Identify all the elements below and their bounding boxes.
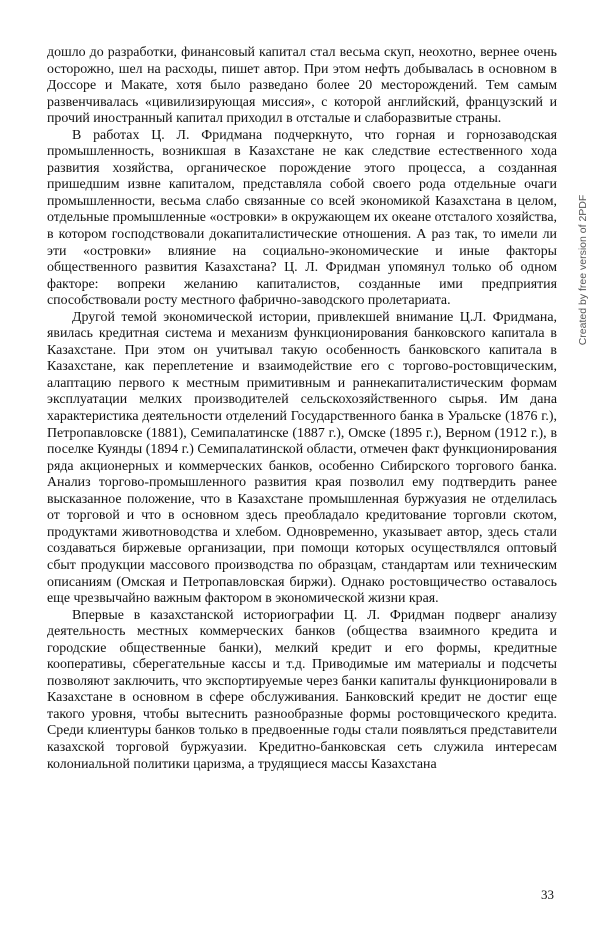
paragraph-commercial-banks: Впервые в казахстанской историографии Ц. Л. Фридман подверг анализу деятельность местных коммерческих банков (общества взаимного кредита и городские общественные банки), мелкий кредит и его формы, кредитные кооперативы, сберегательные кассы и т.д. Приводимые им материалы и подсчеты позволяют заключить, что экспортируемые через банки капиталы функционировали в Казахстане в основном в сфере обслуживания. Банковский кредит не достиг еще такого уровня, чтобы вытеснить разнообразные формы ростовщического кредита. Среди клиентуры банков только в предвоенные годы стали появляться представители казахской торговой буржуазии. Кредитно-банковская сеть служила интересам колониальной политики царизма, а трудящиеся массы Казахстана [47,607,557,772]
page-number: 33 [541,887,554,902]
paragraph-credit-system: Другой темой экономической истории, привлекшей внимание Ц.Л. Фридмана, явилась кредитная система и механизм функционирования банковского капитала в Казахстане. При этом он учитывал такую особенность банковского капитала в Казахстане, как переплетение и взаимодействие его с торгово-ростовщическим, алаптацию первого к местным примитивным и раннекапиталистическим формам эксплуатации мелких производителей сельскохозяйственного сырья. Им дана характеристика деятельности отделений Государственного банка в Уральске (1876 г.), Петропавловске (1881), Семипалатинске (1887 г.), Омске (1895 г.), Верном (1912 г.), в поселке Куянды (1894 г.) Семипалатинской области, отмечен факт функционирования ряда акционерных и коммерческих банков, особенно Сибирского торгового банка. Анализ торгово-промышленного развития края позволил ему подтвердить ранее высказанное положение, что в Казахстане промышленная буржуазия не отделилась от торговой и что в основном здесь преобладало кредитование торговли скотом, продуктами животноводства и хлебом. Одновременно, указывает автор, здесь стали создаваться биржевые организации, при помощи которых осуществлялся оптовый сбыт продукции массового производства по образцам, стандартам или техническим описаниям (Омская и Петропавловская биржи). Однако ростовщичество оставалось еще чрезвычайно важным фактором в экономической жизни края. [47,309,557,607]
paragraph-continuation: дошло до разработки, финансовый капитал стал весьма скуп, неохотно, вернее очень осторожно, шел на расходы, пишет автор. При этом нефть добывалась в основном в Доссоре и Макате, хотя было разведано более 20 месторождений. Тем самым развенчивалась «цивилизирующая миссия», с которой английский, французский и прочий иностранный капитал приходил в отсталые и слаборазвитые страны. [47,45,557,127]
body-text [47,45,557,773]
watermark-text: Created by free version of 2PDF [577,194,589,346]
paragraph-friedman-mining: В работах Ц. Л. Фридмана подчеркнуто, что горная и горнозаводская промышленность, возникшая в Казахстане не как следствие естественного хода развития хозяйства, органическое порождение этого процесса, а созданная пришедшим извне капиталом, представляла собой своего рода отдельные очаги промышленности, весьма слабо связанные со всей экономикой Казахстана в целом, отдельные промышленные «островки» в окружающем их океане отсталого хозяйства, в котором господствовали докапиталистические отношения. А раз так, то имели ли эти «островки» влияние на социально-экономические и иные факторы общественного развития Казахстана? Ц. Л. Фридман упомянул только об одном факторе: вопреки желанию капиталистов, созданные ими предприятия способствовали росту местного фабрично-заводского пролетариата. [47,127,557,309]
